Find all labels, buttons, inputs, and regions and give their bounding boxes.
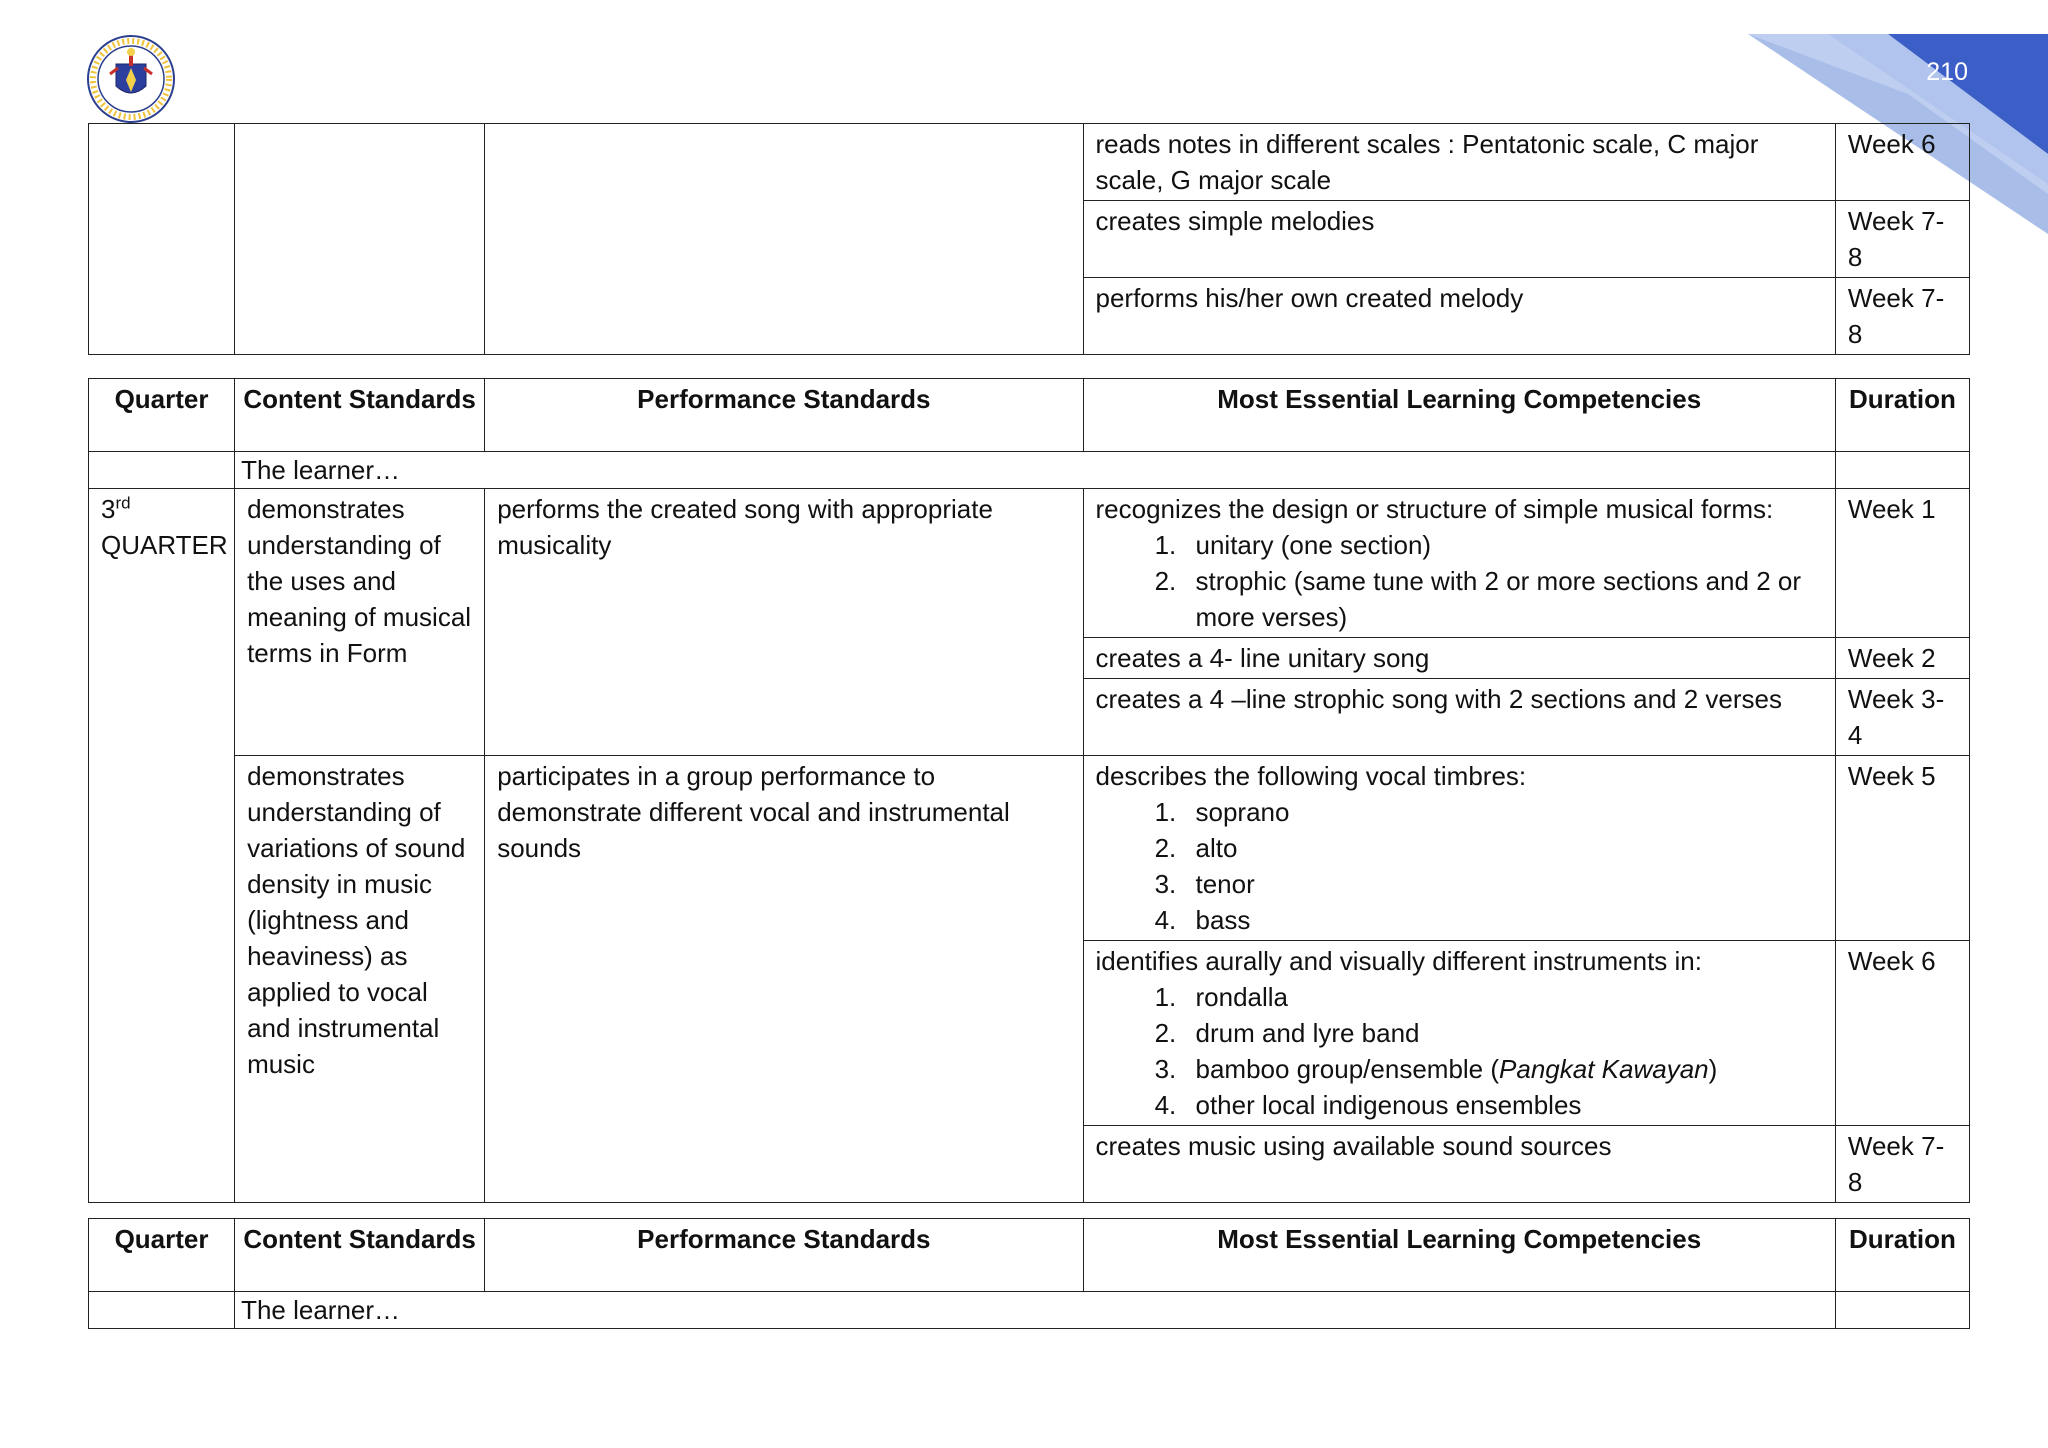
table-row — [89, 124, 1970, 201]
list-item-text: bamboo group/ensemble ( — [1195, 1054, 1500, 1084]
next-quarter-table — [88, 1218, 1970, 1329]
competency-cell: creates a 4 –line strophic song with 2 sections and 2 verses — [1083, 679, 1835, 756]
header-quarter: Quarter — [89, 379, 235, 452]
table-row — [89, 489, 1970, 638]
quarter-word: QUARTER — [101, 530, 228, 560]
performance-cell-empty — [485, 124, 1083, 355]
content-cell-empty — [235, 124, 485, 355]
duration-cell: Week 1 — [1835, 489, 1969, 638]
competency-cell — [1083, 756, 1835, 941]
header-row — [89, 379, 1970, 452]
competency-list — [1096, 979, 1823, 1123]
learner-empty-left — [89, 452, 235, 489]
content-standard-cell: demonstrates understanding of variations of sound density in music (lightness and heaviness) as applied to vocal and instrumental music — [235, 756, 485, 1203]
header-content-standards: Content Standards — [235, 1219, 485, 1292]
list-item: 1. rondalla — [1184, 979, 1823, 1015]
learner-empty-right — [1835, 1292, 1969, 1329]
competency-intro: describes the following vocal timbres: — [1095, 761, 1527, 791]
performance-standard-cell: participates in a group performance to demonstrate different vocal and instrumental sounds — [485, 756, 1083, 1203]
quarter-cell-empty — [89, 124, 235, 355]
quarter-suffix: rd — [115, 493, 131, 513]
duration-cell: Week 2 — [1835, 638, 1969, 679]
content-standard-cell: demonstrates understanding of the uses and meaning of musical terms in Form — [235, 489, 485, 756]
competency-list — [1096, 527, 1823, 635]
table-row — [89, 756, 1970, 941]
page-number: 210 — [1926, 58, 1968, 86]
duration-cell: Week 7-8 — [1835, 1126, 1969, 1203]
list-item: 2. strophic (same tune with 2 or more sections and 2 or more verses) — [1184, 563, 1823, 635]
learner-empty-right — [1835, 452, 1969, 489]
list-item: 4. other local indigenous ensembles — [1184, 1087, 1823, 1123]
list-item-italic: Pangkat Kawayan — [1499, 1054, 1709, 1084]
competency-intro: identifies aurally and visually different instruments in: — [1095, 946, 1702, 976]
list-item: 1. soprano — [1184, 794, 1823, 830]
competency-cell: creates music using available sound sources — [1083, 1126, 1835, 1203]
header-melc: Most Essential Learning Competencies — [1083, 1219, 1835, 1292]
competency-intro: recognizes the design or structure of simple musical forms: — [1095, 494, 1774, 524]
third-quarter-table — [88, 378, 1970, 1203]
learner-label: The learner… — [235, 1292, 1836, 1329]
list-item: 3. tenor — [1184, 866, 1823, 902]
competency-cell — [1083, 941, 1835, 1126]
header-content-standards: Content Standards — [235, 379, 485, 452]
duration-cell: Week 6 — [1835, 124, 1969, 201]
list-item: 4. bass — [1184, 902, 1823, 938]
duration-cell: Week 7-8 — [1835, 201, 1969, 278]
deped-seal-logo — [86, 34, 176, 124]
continuation-table — [88, 123, 1970, 355]
list-item: 2. alto — [1184, 830, 1823, 866]
list-item: 1. unitary (one section) — [1184, 527, 1823, 563]
competency-cell: creates simple melodies — [1083, 201, 1835, 278]
duration-cell: Week 6 — [1835, 941, 1969, 1126]
header-row — [89, 1219, 1970, 1292]
duration-cell: Week 5 — [1835, 756, 1969, 941]
competency-cell: performs his/her own created melody — [1083, 278, 1835, 355]
header-quarter: Quarter — [89, 1219, 235, 1292]
competency-cell: reads notes in different scales : Pentatonic scale, C major scale, G major scale — [1083, 124, 1835, 201]
header-performance-standards: Performance Standards — [485, 1219, 1083, 1292]
competency-cell: creates a 4- line unitary song — [1083, 638, 1835, 679]
header-melc: Most Essential Learning Competencies — [1083, 379, 1835, 452]
learner-row — [89, 1292, 1970, 1329]
duration-cell: Week 3-4 — [1835, 679, 1969, 756]
quarter-label — [89, 489, 235, 1203]
learner-empty-left — [89, 1292, 235, 1329]
duration-cell: Week 7-8 — [1835, 278, 1969, 355]
list-item: 2. drum and lyre band — [1184, 1015, 1823, 1051]
header-performance-standards: Performance Standards — [485, 379, 1083, 452]
list-item — [1184, 1051, 1823, 1087]
learner-row — [89, 452, 1970, 489]
header-duration: Duration — [1835, 1219, 1969, 1292]
list-item-close: ) — [1708, 1054, 1718, 1084]
competency-cell — [1083, 489, 1835, 638]
performance-standard-cell: performs the created song with appropriate musicality — [485, 489, 1083, 756]
competency-list — [1096, 794, 1823, 938]
learner-label: The learner… — [235, 452, 1836, 489]
quarter-number: 3 — [101, 494, 116, 524]
header-duration: Duration — [1835, 379, 1969, 452]
